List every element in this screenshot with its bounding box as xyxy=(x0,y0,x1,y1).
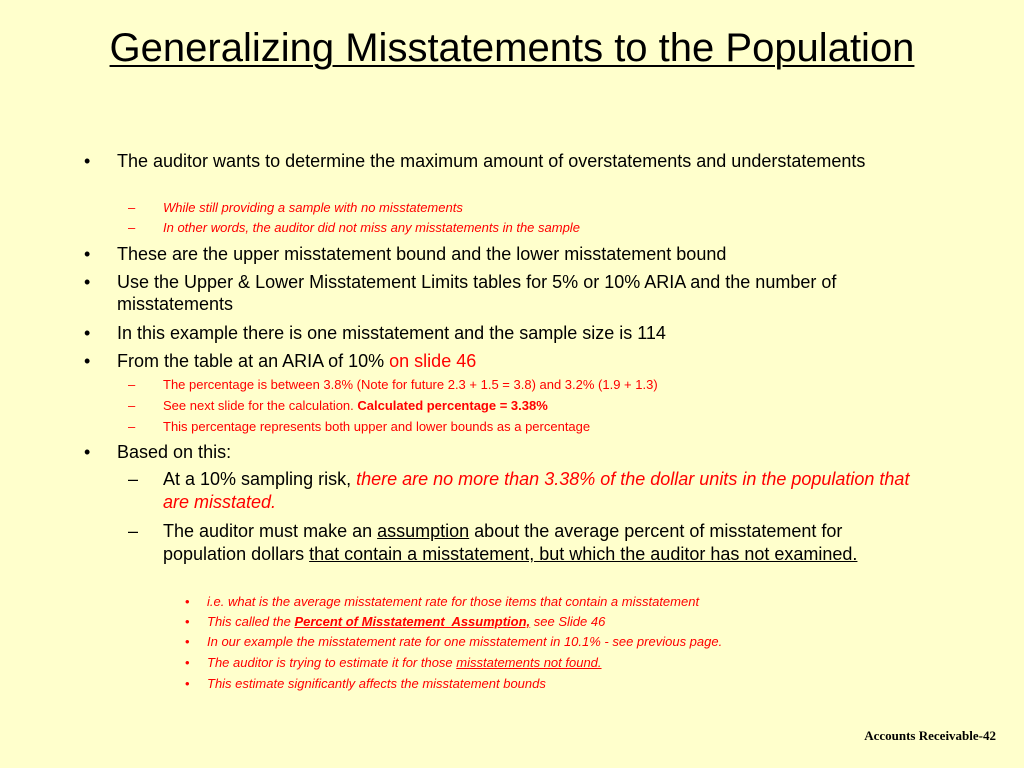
see-slide-46: see Slide 46 xyxy=(530,614,606,629)
sampling-risk-conclusion: there are no more than 3.38% of the dollar units in the population that are misstated. xyxy=(163,469,910,512)
sampling-risk-text: At a 10% sampling risk, xyxy=(163,469,357,489)
bullet-bounds: These are the upper misstatement bound and the lower misstatement bound xyxy=(117,244,727,264)
bullet-marker: • xyxy=(84,244,91,264)
sub-assumption xyxy=(163,520,913,566)
item-example-rate: In our example the misstatement rate for one misstatement in 10.1% - see previous page. xyxy=(207,634,723,649)
assumption-text-1: The auditor must make an xyxy=(163,521,378,541)
bullet-marker: • xyxy=(84,442,91,462)
item-estimate xyxy=(207,654,987,671)
slide-title: Generalizing Misstatements to the Population xyxy=(109,26,915,70)
bullet-marker: • xyxy=(84,272,91,292)
assumption-word: assumption xyxy=(377,521,470,541)
sub-both-bounds: This percentage represents both upper and lower bounds as a percentage xyxy=(163,419,591,434)
estimate-text: The auditor is trying to estimate it for those xyxy=(207,655,457,670)
assumption-unexamined: that contain a misstatement, but which the auditor has not examined. xyxy=(309,544,858,564)
dash-marker: – xyxy=(128,220,136,235)
sub-sampling-risk xyxy=(163,468,913,514)
sub-no-missed: In other words, the auditor did not miss any misstatements in the sample xyxy=(163,220,580,235)
bullet-goal: The auditor wants to determine the maximum amount of overstatements and understatements xyxy=(117,151,866,171)
calculation-text: See next slide for the calculation. xyxy=(163,398,358,413)
assumption-name-text: This called the xyxy=(207,614,295,629)
dash-marker: – xyxy=(128,521,139,541)
bullet-marker: • xyxy=(185,676,190,691)
slide-46-reference: on slide 46 xyxy=(389,351,477,371)
misstatements-not-found: misstatements not found. xyxy=(456,655,602,670)
item-average-rate: i.e. what is the average misstatement rate for those items that contain a misstatement xyxy=(207,594,700,609)
calculated-percentage: Calculated percentage = 3.38% xyxy=(357,398,548,413)
dash-marker: – xyxy=(128,469,139,489)
dash-marker: – xyxy=(128,398,136,413)
bullet-marker: • xyxy=(84,351,91,371)
sub-calculation xyxy=(163,397,983,414)
bullet-marker: • xyxy=(185,614,190,629)
item-affects-bounds: This estimate significantly affects the misstatement bounds xyxy=(207,676,546,691)
bullet-based-on: Based on this: xyxy=(117,442,232,462)
bullet-marker: • xyxy=(84,323,91,343)
percent-of-misstatement-assumption: Percent of Misstatement Assumption, xyxy=(294,614,531,629)
bullet-marker: • xyxy=(185,655,190,670)
slide-footer: Accounts Receivable-42 xyxy=(864,728,996,743)
bullet-example: In this example there is one misstatement and the sample size is 114 xyxy=(117,323,666,343)
dash-marker: – xyxy=(128,200,136,215)
bullet-tables: Use the Upper & Lower Misstatement Limits tables for 5% or 10% ARIA and the number of misstatements xyxy=(117,272,837,314)
aria-text: From the table at an ARIA of 10% xyxy=(117,351,390,371)
item-assumption-name xyxy=(207,613,987,630)
bullet-marker: • xyxy=(185,634,190,649)
bullet-aria xyxy=(117,350,977,372)
bullet-marker: • xyxy=(185,594,190,609)
sub-percentage-range: The percentage is between 3.8% (Note for future 2.3 + 1.5 = 3.8) and 3.2% (1.9 + 1.3) xyxy=(163,377,658,392)
bullet-marker: • xyxy=(84,151,91,171)
assumption-text-2: about the average percent of misstatement for population dollars xyxy=(163,521,843,564)
dash-marker: – xyxy=(128,377,136,392)
dash-marker: – xyxy=(128,419,136,434)
sub-no-misstatements: While still providing a sample with no misstatements xyxy=(163,200,463,215)
